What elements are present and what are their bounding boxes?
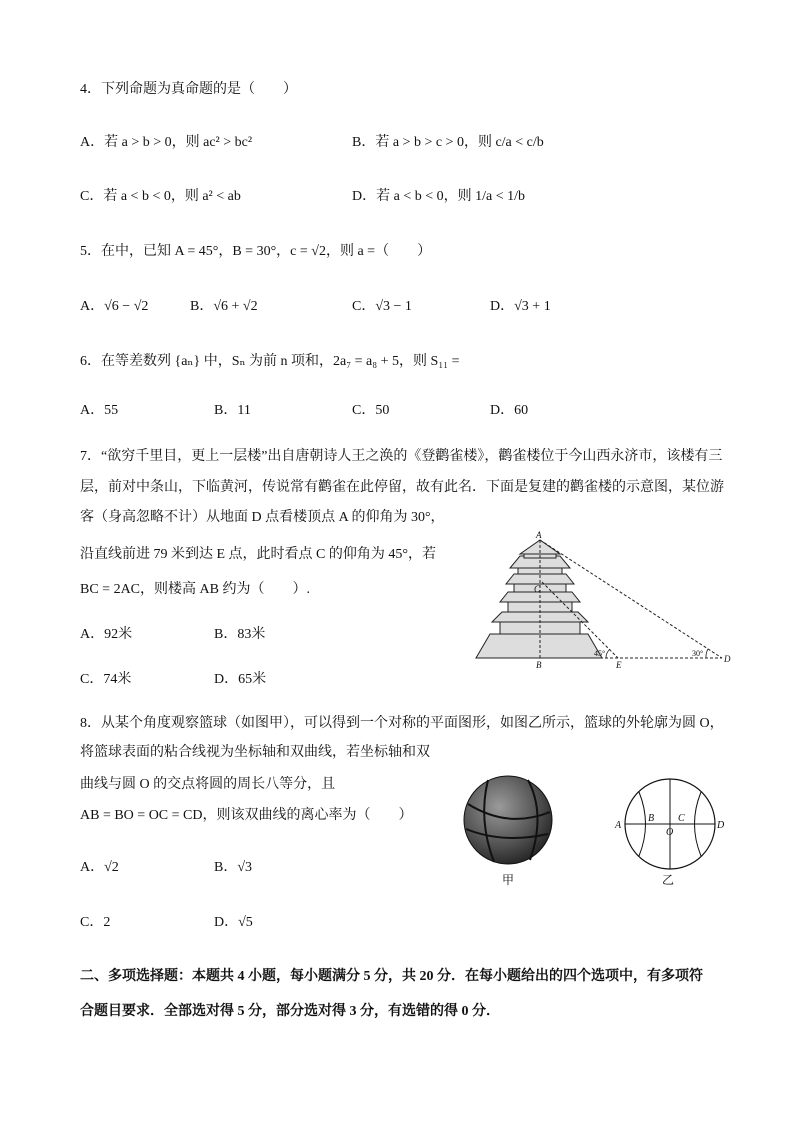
- q4-option-a: A．若 a > b > 0，则 ac² > bc²: [80, 135, 253, 150]
- label-c: C: [534, 584, 541, 594]
- label-a: A: [536, 530, 542, 540]
- q7-text-line4: 沿直线前进 79 米到达 E 点，此时看点 C 的仰角为 45°，若: [80, 547, 436, 562]
- q5-stem: 5．在中，已知 A = 45°，B = 30°，c = √2，则 a =（ ）: [80, 244, 432, 259]
- label-circle-c: C: [678, 813, 685, 824]
- q5-option-a: A．√6 − √2: [80, 299, 149, 314]
- q4-stem: 4．下列命题为真命题的是（ ）: [80, 82, 297, 97]
- q5-option-d: D．√3 + 1: [490, 299, 551, 314]
- q8-text-line3: 曲线与圆 O 的交点将圆的周长八等分，且: [80, 777, 336, 792]
- label-angle-45: 45°: [594, 649, 606, 658]
- q4-option-b: B．若 a > b > c > 0，则 c/a < c/b: [352, 135, 544, 150]
- q8-text-line4: AB = BO = OC = CD，则该双曲线的离心率为（ ）: [80, 808, 413, 823]
- q8-option-c: C．2: [80, 915, 111, 930]
- figure-caption-jia: 甲: [502, 873, 515, 887]
- q8-text-line1: 8．从某个角度观察篮球（如图甲），可以得到一个对称的平面图形，如图乙所示，篮球的外轮廓为圆 O，: [80, 716, 724, 731]
- q7-option-d: D．65米: [214, 672, 267, 687]
- q7-option-c: C．74米: [80, 672, 132, 687]
- label-circle-o: O: [666, 827, 674, 838]
- q8-option-b: B．√3: [214, 860, 253, 875]
- figure-caption-yi: 乙: [662, 873, 675, 887]
- q6-option-a: A．55: [80, 403, 119, 418]
- label-b: B: [536, 660, 542, 670]
- q4-option-d: D．若 a < b < 0，则 1/a < 1/b: [352, 189, 526, 204]
- q7-option-a: A．92米: [80, 627, 133, 642]
- q7-text-line5: BC = 2AC，则楼高 AB 约为（ ）.: [80, 582, 310, 597]
- q6-stem: 6．在等差数列 {aₙ} 中，Sₙ 为前 n 项和，2a₇ = a₈ + 5，则 S₁₁ =: [80, 354, 460, 369]
- q7-text-line3: 客（身高忽略不计）从地面 D 点看楼顶点 A 的仰角为 30°，: [80, 510, 445, 525]
- q6-option-c: C．50: [352, 403, 390, 418]
- label-circle-d: D: [717, 820, 725, 831]
- q5-option-b: B．√6 + √2: [190, 299, 258, 314]
- label-angle-30: 30°: [692, 649, 704, 658]
- label-circle-a: A: [615, 820, 622, 831]
- label-circle-b: B: [648, 813, 655, 824]
- label-e: E: [616, 660, 622, 670]
- basketball-photo-figure: [458, 774, 558, 890]
- label-d: D: [724, 654, 731, 664]
- tower-figure: [470, 530, 740, 670]
- basketball-diagram-figure: [612, 774, 732, 890]
- section2-heading-line2: 合题目要求．全部选对得 5 分，部分选对得 3 分，有选错的得 0 分．: [80, 1004, 500, 1019]
- q8-option-d: D．√5: [214, 915, 253, 930]
- q8-text-line2: 将篮球表面的粘合线视为坐标轴和双曲线，若坐标轴和双: [80, 745, 430, 760]
- q6-option-b: B．11: [214, 403, 251, 418]
- q7-option-b: B．83米: [214, 627, 266, 642]
- q8-option-a: A．√2: [80, 860, 119, 875]
- q7-text-line2: 层，前对中条山，下临黄河，传说常有鹳雀在此停留，故有此名．下面是复建的鹳雀楼的示意图，某位游: [80, 480, 724, 495]
- q4-option-c: C．若 a < b < 0，则 a² < ab: [80, 189, 241, 204]
- q5-option-c: C．√3 − 1: [352, 299, 412, 314]
- section2-heading-line1: 二、多项选择题：本题共 4 小题，每小题满分 5 分，共 20 分．在每小题给出的四个选项中，有多项符: [80, 969, 703, 984]
- q7-text-line1: 7．“欲穷千里目，更上一层楼”出自唐朝诗人王之涣的《登鹳雀楼》，鹳雀楼位于今山西永济市，该楼有三: [80, 449, 723, 464]
- q6-option-d: D．60: [490, 403, 529, 418]
